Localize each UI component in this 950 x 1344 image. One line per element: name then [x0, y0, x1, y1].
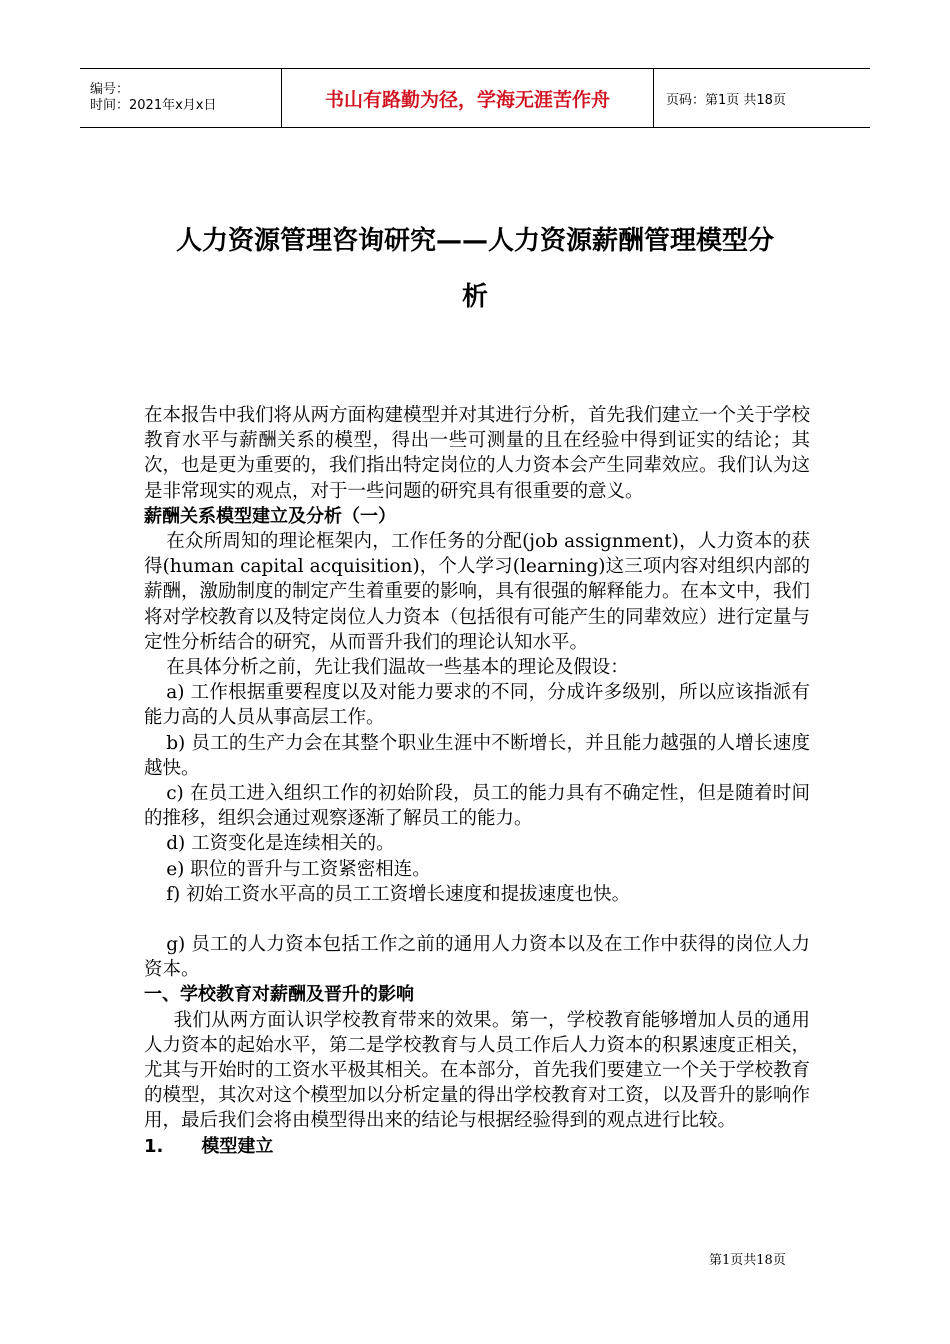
assumption-item: c) 在员工进入组织工作的初始阶段，员工的能力具有不确定性，但是随着时间的推移，组织会通过观察逐渐了解员工的能力。 — [144, 783, 810, 830]
number-label: 编号： — [90, 82, 130, 97]
assumption-item: b) 员工的生产力会在其整个职业生涯中不断增长，并且能力越强的人增长速度越快。 — [144, 732, 810, 779]
title-line-1: 人力资源管理咨询研究——人力资源薪酬管理模型分 — [175, 226, 774, 256]
assumption-item: a) 工作根据重要程度以及对能力要求的不同，分成许多级别，所以应该指派有能力高的人员从事高层工作。 — [144, 682, 810, 729]
page-label: 页码：第1页 共18页 — [666, 92, 786, 108]
subsection-heading — [144, 1134, 810, 1159]
subsection-title: 模型建立 — [201, 1135, 274, 1157]
body-paragraph: 在众所周知的理论框架内，工作任务的分配(job assignment)，人力资本的获得(human capital acquisition)，个人学习(learning)这三项内容对组织内部的薪酬，激励制度的制定产生着重要的影响，具有很强的解释能力。在本文中，我们将对学校教育以及特定岗位人力资本（包括很有可能产生的同辈效应）进行定量与定性分析结合的研究，从而晋升我们的理论认知水平。 — [144, 531, 811, 653]
assumption-item: d) 工资变化是连续相关的。 — [166, 833, 395, 855]
header-meta — [80, 69, 282, 127]
page-footer — [709, 1249, 786, 1268]
page-header — [80, 68, 870, 128]
section-heading: 薪酬关系模型建立及分析（一） — [144, 505, 396, 527]
title-line-2: 析 — [461, 282, 488, 312]
body-paragraph: 我们从两方面认识学校教育带来的效果。第一，学校教育能够增加人员的通用人力资本的起始水平，第二是学校教育与人员工作后人力资本的积累速度正相关，尤其与开始时的工资水平极其相关。在本部分，首先我们要建立一个关于学校教育的模型，其次对这个模型加以分析定量的得出学校教育对工资，以及晋升的影响作用，最后我们会将由模型得出来的结论与根据经验得到的观点进行比较。 — [144, 1009, 811, 1132]
header-motto — [282, 69, 654, 127]
section-heading: 一、学校教育对薪酬及晋升的影响 — [144, 984, 414, 1006]
body-paragraph: 在具体分析之前，先让我们温故一些基本的理论及假设： — [166, 657, 629, 679]
assumption-item: e) 职位的晋升与工资紧密相连。 — [166, 858, 431, 880]
document-body — [144, 403, 810, 1159]
blank-line — [144, 907, 810, 932]
intro-paragraph: 在本报告中我们将从两方面构建模型并对其进行分析，首先我们建立一个关于学校教育水平与薪酬关系的模型，得出一些可测量的且在经验中得到证实的结论；其次，也是更为重要的，我们指出特定岗位的人力资本会产生同辈效应。我们认为这是非常现实的观点，对于一些问题的研究具有很重要的意义。 — [144, 405, 811, 502]
assumption-item: f) 初始工资水平高的员工工资增长速度和提拔速度也快。 — [166, 883, 631, 905]
footer-page-number: 第1页共18页 — [709, 1253, 786, 1268]
assumption-item: g) 员工的人力资本包括工作之前的通用人力资本以及在工作中获得的岗位人力资本。 — [144, 934, 810, 981]
document-title — [135, 213, 815, 325]
subsection-number: 1. — [144, 1135, 164, 1157]
time-label: 时间：2021年x月x日 — [90, 98, 217, 113]
motto-text: 书山有路勤为径，学海无涯苦作舟 — [324, 88, 610, 111]
header-page — [654, 69, 870, 127]
